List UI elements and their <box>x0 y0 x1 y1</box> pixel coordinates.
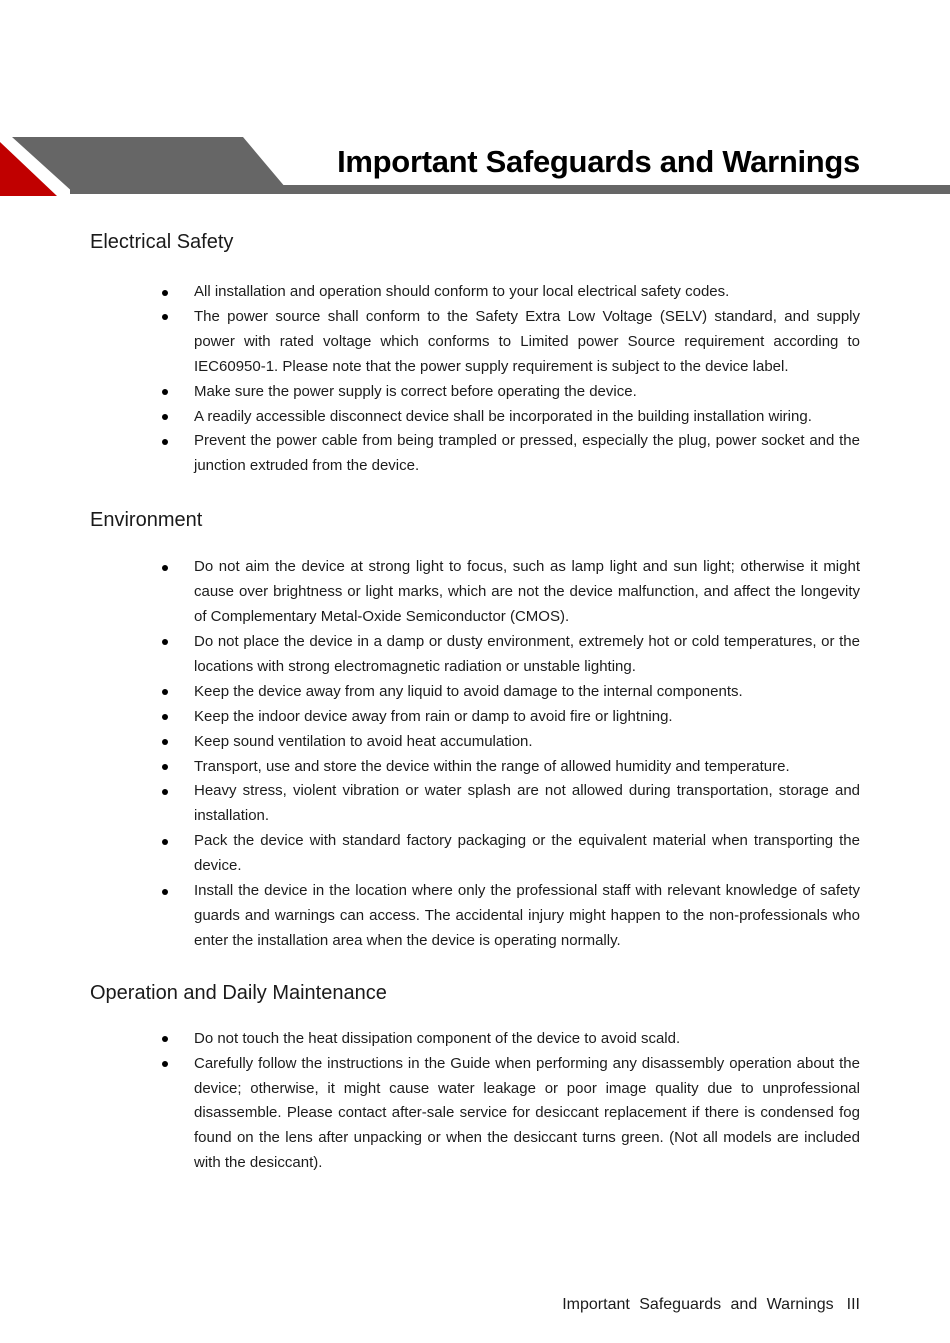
bullet-list-operation-maintenance <box>90 1027 860 1176</box>
page-header <box>0 0 950 200</box>
list-item: Install the device in the location where only the professional staff with relevant knowledge of safety guards and warnings can access. The accidental injury might happen to the non-professionals who enter the installation area when the device is operating normally. <box>90 879 860 954</box>
list-item: Keep the device away from any liquid to avoid damage to the internal components. <box>90 680 860 705</box>
bullet-list-environment <box>90 555 860 954</box>
list-item: Do not place the device in a damp or dusty environment, extremely hot or cold temperatures, or the locations with strong electromagnetic radiation or unstable lighting. <box>90 630 860 680</box>
bullet-list-electrical-safety <box>90 280 860 479</box>
list-item: Do not touch the heat dissipation component of the device to avoid scald. <box>90 1027 860 1052</box>
section-heading-operation-maintenance: Operation and Daily Maintenance <box>90 981 387 1004</box>
list-item: Pack the device with standard factory packaging or the equivalent material when transporting the device. <box>90 829 860 879</box>
section-heading-electrical-safety: Electrical Safety <box>90 231 234 253</box>
list-item: Do not aim the device at strong light to focus, such as lamp light and sun light; otherwise it might cause over brightness or light marks, which are not the device malfunction, and affect the longevity of Complementary Metal-Oxide Semiconductor (CMOS). <box>90 555 860 630</box>
list-item: Heavy stress, violent vibration or water splash are not allowed during transportation, storage and installation. <box>90 779 860 829</box>
section-heading-environment: Environment <box>90 509 203 532</box>
list-item: The power source shall conform to the Safety Extra Low Voltage (SELV) standard, and supply power with rated voltage which conforms to Limited power Source requirement according to IEC60950-1. Please note that the power supply requirement is subject to the device label. <box>90 305 860 380</box>
list-item: Carefully follow the instructions in the Guide when performing any disassembly operation about the device; otherwise, it might cause water leakage or poor image quality due to unprofessional disassemble. Please contact after-sale service for desiccant replacement if there is condensed fog found on the lens after unpacking or when the desiccant turns green. (Not all models are included with the desiccant). <box>90 1052 860 1177</box>
list-item: A readily accessible disconnect device shall be incorporated in the building installation wiring. <box>90 405 860 430</box>
page-number: III <box>846 1296 860 1313</box>
page-title: Important Safeguards and Warnings <box>337 144 860 179</box>
header-rule-bar <box>70 185 950 194</box>
footer-title: Important Safeguards and Warnings <box>562 1296 834 1313</box>
list-item: Prevent the power cable from being trampled or pressed, especially the plug, power socket and the junction extruded from the device. <box>90 429 860 479</box>
list-item: Keep sound ventilation to avoid heat accumulation. <box>90 730 860 755</box>
section-operation-and-daily-maintenance <box>90 980 860 1176</box>
list-item: Keep the indoor device away from rain or damp to avoid fire or lightning. <box>90 705 860 730</box>
section-environment <box>90 507 860 954</box>
page-footer <box>562 1296 860 1314</box>
list-item: All installation and operation should conform to your local electrical safety codes. <box>90 280 860 305</box>
list-item: Make sure the power supply is correct before operating the device. <box>90 380 860 405</box>
content-area <box>90 196 860 1176</box>
section-electrical-safety <box>90 229 860 479</box>
list-item: Transport, use and store the device within the range of allowed humidity and temperature. <box>90 755 860 780</box>
